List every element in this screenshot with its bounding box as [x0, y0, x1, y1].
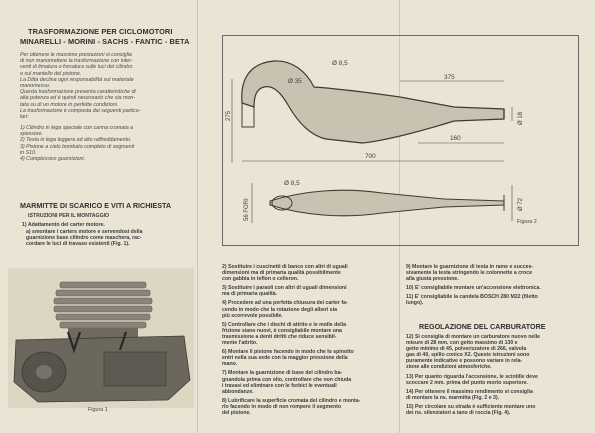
engine-illustration [8, 268, 194, 408]
gearbox-cover [104, 352, 166, 386]
figure-2-caption: Figura 2 [517, 219, 537, 225]
step-11: 11) E' consigliabile la candela BOSCH 280 M22 (filetto lungo). [406, 294, 538, 307]
step-2: 2) Sostituire i cuscinetti di banco con altri di uguali dimensioni ma di primaria qualità possibilmente con gabbia in teflon o celleron. [222, 264, 348, 283]
title-line-1: TRASFORMAZIONE PER CICLOMOTORI [28, 27, 173, 36]
dim-275: 275 [226, 110, 232, 121]
steps-12-to-15 [406, 334, 540, 416]
step-1-text: a) smontare i carters motore e servendosi della guarnizione base cilindro come maschera, rac- cordare le luci di travaso esistenti (Fig. 1). [26, 229, 143, 248]
step-6: 6) Montare il pistone facendo in modo che lo spinotto entri nella sua sede con la maggior pressione della mano. [222, 349, 354, 368]
step-7: 7) Montare la guarnizione di base del cilindro ba- gnandola prima con olio, controllare che non chiuda i travasi ed eliminare con le forbici le eventuali abbondanze. [222, 370, 352, 395]
figure-1-caption: Figura 1 [88, 407, 108, 413]
exhaust-side-view [242, 61, 504, 143]
steps-2-to-8 [222, 264, 360, 416]
exhaust-technical-drawing [222, 35, 577, 244]
subsection-title-montaggio: ISTRUZIONI PER IL MONTAGGIO [28, 213, 110, 219]
step-13: 13) Per quanto riguarda l'accensione, le scintille deve scoccare 2 mm. prima del punto morto superiore. [406, 373, 538, 386]
step-1-title: 1) Adattamento del carter motore. [22, 222, 105, 228]
dim-700: 700 [365, 153, 376, 160]
step-9: 9) Montare le guarnizione di testa in rame e succes- sivamente la testa stringendo le colonnette a croce alla giusta pressione. [406, 264, 534, 283]
section-title-marmitte: MARMITTE DI SCARICO E VITI A RICHIESTA [20, 201, 172, 210]
step-5: 5) Controllare che i dischi di attrito e le molle della frizione siano nuovi, è consigliabile montare una trasmissione a denti diritti che riduce sensibil- mente l'attrito. [222, 321, 346, 347]
dim-flange: 56 FORI [244, 198, 250, 221]
dim-d72: Ø 72 [518, 197, 524, 211]
exhaust-top-view [270, 190, 504, 216]
step-4: 4) Procedere ad una perfetta chiusura dei carter fa- cendo in modo che la rotazione degli alberi sia più scorrevole possibile. [222, 300, 348, 319]
dim-d85-top: Ø 8,5 [332, 60, 348, 67]
dim-160: 160 [450, 135, 461, 142]
fold-line-left [197, 0, 198, 433]
flywheel-hub [36, 365, 52, 379]
dim-d85-bottom: Ø 8,5 [284, 180, 300, 187]
step-3: 3) Sostituire i paraoli con altri di uguali dimensioni ma di primaria qualità. [222, 285, 347, 298]
step-12: 12) Si consiglia di montare un carburatore nuovo nelle misure di 28 mm. con getto massimo di 130 e getto minimo di 45, polverizzatore di 266, valvola gas di 40, spillo conico X2. Queste istruzioni sono puramente indicative e possono variare in rela- zione alle condizioni atmosferiche. [406, 334, 541, 371]
components-list: 1) Cilindro in lega speciale con canna cromata a spessore. 2) Testa in lega leggera ad alto raffreddamento. 3) Pistone a cielo bombato completo di segmenti in S10. 4) Complessivo guarnizioni. [20, 125, 135, 163]
dim-d35: Ø 35 [288, 78, 302, 85]
dim-d18: Ø 18 [518, 111, 524, 125]
carburetor-section-title: REGOLAZIONE DEL CARBURATORE [419, 322, 546, 331]
title-line-2: MINARELLI - MORINI - SACHS - FANTIC - BETA [20, 37, 190, 46]
step-8: 8) Lubrificare la superficie cromata del cilindro e monta- rlo facendo in modo di non rompere il segmento del pistone. [222, 397, 361, 416]
dim-375: 375 [444, 74, 455, 81]
step-15: 15) Per circolare su strada è sufficiente montare uno dei ns. silenziatori a tano di roccia (Fig. 4). [406, 403, 536, 417]
step-14: 14) Per ottenere il massimo rendimento si consiglia di montare la ns. marmitta (Fig. 2 e 3). [406, 388, 533, 401]
steps-9-to-11 [406, 264, 541, 307]
intro-paragraph: Per ottenere le massime prestazioni si consiglia di non manomettere la trasformazione con inter- venti di limatura o fresatura sulle luci del cilindro o sul mantello del pistone. La Ditta declina ogni responsabilità sul materiale manomesso. Questa trasformazione presenta caratteristiche di alta potenza ed è quindi necessario che sia mon- tata su di un motore in perfette condizioni. La trasformazione è composta dai seguenti partico- lari: [20, 52, 141, 121]
step-10: 10) E' consigliabile montare un'accensione elettronica. [406, 285, 541, 292]
